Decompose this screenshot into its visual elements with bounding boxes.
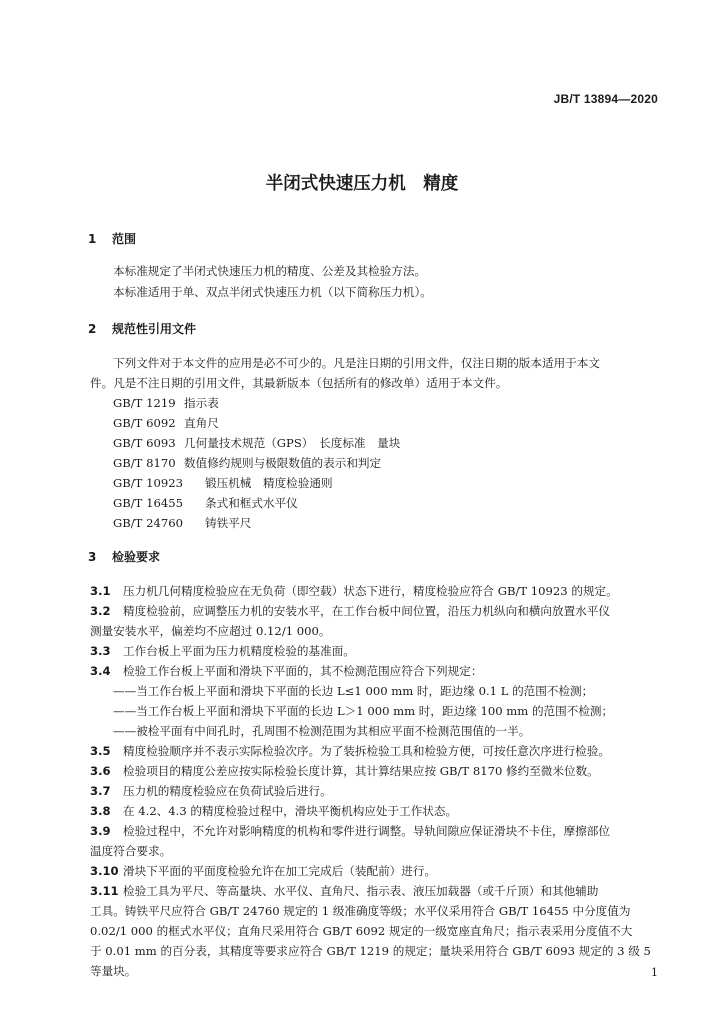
clause bbox=[90, 663, 482, 679]
reference-name: 直角尺 bbox=[184, 416, 219, 430]
clause-text: 滑块下平面的平面度检验允许在加工完成后（装配前）进行。 bbox=[123, 864, 437, 878]
section-heading-1 bbox=[88, 230, 136, 247]
reference-item bbox=[113, 415, 219, 431]
section-number: 2 bbox=[88, 322, 97, 336]
clause-text: 测量安装水平，偏差均不应超过 0.12/1 000。 bbox=[90, 624, 331, 638]
clause bbox=[90, 763, 599, 779]
reference-item bbox=[113, 475, 333, 491]
clause-number: 3.1 bbox=[90, 584, 111, 598]
reference-code: GB/T 6093 bbox=[113, 436, 176, 450]
clause-number: 3.2 bbox=[90, 604, 111, 618]
clause-text: 精度检验前，应调整压力机的安装水平，在工作台板中间位置，沿压力机纵向和横向放置水平仪 bbox=[123, 604, 610, 618]
reference-code: GB/T 24760 bbox=[113, 516, 183, 530]
clause-number: 3.6 bbox=[90, 764, 111, 778]
clause-text: 0.02/1 000 的框式水平仪；直角尺采用符合 GB/T 6092 规定的一级宽座直角尺；指示表采用分度值不大 bbox=[90, 924, 633, 938]
clause-number: 3.8 bbox=[90, 804, 111, 818]
clause-text: 于 0.01 mm 的百分表，其精度等要求应符合 GB/T 1219 的规定；量块采用符合 GB/T 6093 规定的 3 级 5 bbox=[90, 944, 651, 958]
reference-item bbox=[113, 515, 251, 531]
clause bbox=[90, 743, 610, 759]
reference-item bbox=[113, 455, 381, 471]
clause-number: 3.5 bbox=[90, 744, 111, 758]
section-number: 3 bbox=[88, 550, 97, 564]
clause-text: 检验工具为平尺、等高量块、水平仪、直角尺、指示表、液压加载器（或千斤顶）和其他辅助 bbox=[123, 884, 599, 898]
reference-name: 铸铁平尺 bbox=[205, 516, 252, 530]
reference-item bbox=[113, 435, 400, 451]
clause-text: 工作台板上平面为压力机精度检验的基准面。 bbox=[123, 644, 355, 658]
section-title: 检验要求 bbox=[112, 550, 161, 564]
dash-item: ——被检平面有中间孔时，孔周围不检测范围为其相应平面不检测范围值的一半。 bbox=[113, 724, 531, 738]
clause bbox=[90, 823, 610, 839]
dash-item: ——当工作台板上平面和滑块下平面的长边 L≤1 000 mm 时，距边缘 0.1 L 的范围不检测； bbox=[113, 684, 594, 698]
reference-code: GB/T 1219 bbox=[113, 396, 176, 410]
reference-name: 锻压机械 精度检验通则 bbox=[205, 476, 333, 490]
clause-text: 压力机的精度检验应在负荷试验后进行。 bbox=[123, 784, 332, 798]
page-title: 半闭式快速压力机 精度 bbox=[265, 174, 459, 194]
reference-code: GB/T 8170 bbox=[113, 456, 176, 470]
paragraph: 本标准适用于单、双点半闭式快速压力机（以下简称压力机）。 bbox=[113, 285, 432, 299]
clause-text: 温度符合要求。 bbox=[90, 844, 172, 858]
clause-number: 3.7 bbox=[90, 784, 111, 798]
clause-number: 3.10 bbox=[90, 864, 119, 878]
reference-name: 条式和框式水平仪 bbox=[205, 496, 298, 510]
clause bbox=[90, 643, 355, 659]
clause bbox=[90, 583, 618, 599]
section-title: 范围 bbox=[112, 232, 137, 246]
section-number: 1 bbox=[88, 232, 97, 246]
clause bbox=[90, 603, 610, 619]
reference-item bbox=[113, 495, 298, 511]
clause-number: 3.4 bbox=[90, 664, 111, 678]
clause-text: 在 4.2、4.3 的精度检验过程中，滑块平衡机构应处于工作状态。 bbox=[123, 804, 458, 818]
clause-text: 精度检验顺序并不表示实际检验次序。为了装拆检验工具和检验方便，可按任意次序进行检验。 bbox=[123, 744, 610, 758]
clause bbox=[90, 863, 436, 879]
clause-text: 检验工作台板上平面和滑块下平面的，其不检测范围应符合下列规定： bbox=[123, 664, 483, 678]
section-heading-2 bbox=[88, 320, 196, 337]
reference-item bbox=[113, 395, 219, 411]
reference-code: GB/T 16455 bbox=[113, 496, 183, 510]
clause-text: 检验项目的精度公差应按实际检验长度计算，其计算结果应按 GB/T 8170 修约至微米位数。 bbox=[123, 764, 599, 778]
clause bbox=[90, 803, 457, 819]
clause bbox=[90, 783, 332, 799]
clause bbox=[90, 883, 598, 899]
clause-text: 等量块。 bbox=[90, 964, 137, 978]
clause-number: 3.9 bbox=[90, 824, 111, 838]
paragraph: 件。凡是不注日期的引用文件，其最新版本（包括所有的修改单）适用于本文件。 bbox=[90, 376, 508, 390]
dash-item: ——当工作台板上平面和滑块下平面的长边 L＞1 000 mm 时，距边缘 100 mm 的范围不检测； bbox=[113, 704, 614, 718]
clause-text: 工具。铸铁平尺应符合 GB/T 24760 规定的 1 级准确度等级；水平仪采用符合 GB/T 16455 中分度值为 bbox=[90, 904, 631, 918]
reference-code: GB/T 6092 bbox=[113, 416, 176, 430]
reference-code: GB/T 10923 bbox=[113, 476, 183, 490]
section-title: 规范性引用文件 bbox=[112, 322, 197, 336]
clause-number: 3.3 bbox=[90, 644, 111, 658]
reference-name: 几何量技术规范（GPS） 长度标准 量块 bbox=[184, 436, 401, 450]
page-number: 1 bbox=[651, 966, 658, 979]
reference-name: 指示表 bbox=[184, 396, 219, 410]
section-heading-3 bbox=[88, 548, 160, 565]
clause-number: 3.11 bbox=[90, 884, 119, 898]
paragraph: 下列文件对于本文件的应用是必不可少的。凡是注日期的引用文件，仅注日期的版本适用于本文 bbox=[113, 356, 600, 370]
paragraph: 本标准规定了半闭式快速压力机的精度、公差及其检验方法。 bbox=[113, 264, 427, 278]
clause-text: 压力机几何精度检验应在无负荷（即空载）状态下进行，精度检验应符合 GB/T 10923 的规定。 bbox=[123, 584, 618, 598]
clause-text: 检验过程中，不允许对影响精度的机构和零件进行调整。导轨间隙应保证滑块不卡住，摩擦部位 bbox=[123, 824, 610, 838]
standard-number: JB/T 13894—2020 bbox=[553, 92, 658, 106]
reference-name: 数值修约规则与极限数值的表示和判定 bbox=[184, 456, 382, 470]
